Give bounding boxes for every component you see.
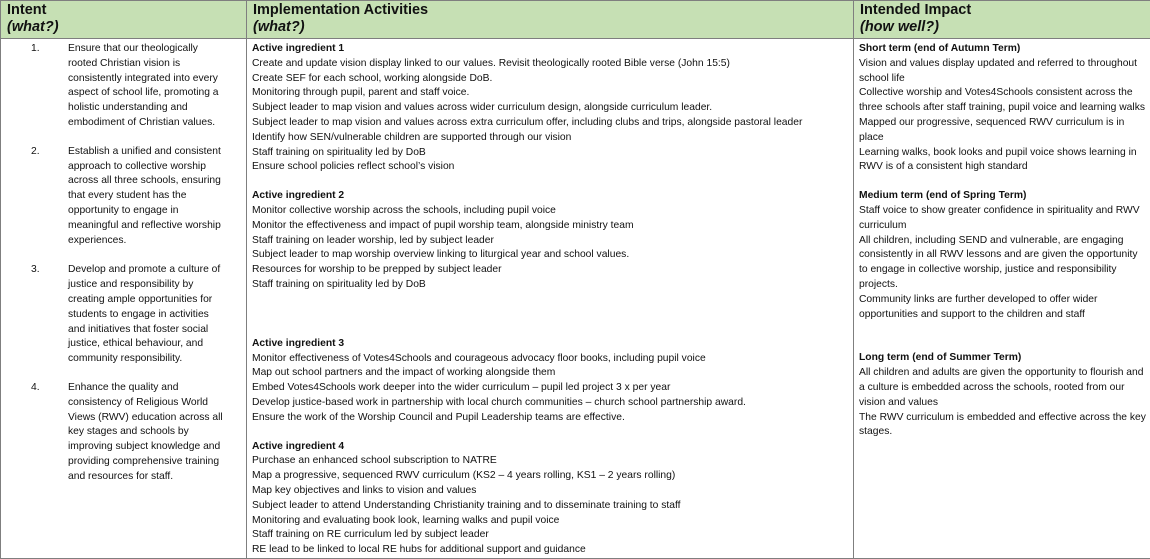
intent-text: Establish a unified and consistent approach to collective worship across all three schools, ensuring that every student has the opportunity to engage in meaningful and reflective worship experiences.	[58, 145, 242, 249]
active-ingredient-heading: Active ingredient 1	[252, 42, 849, 57]
activity-line: Identify how SEN/vulnerable children are supported through our vision	[252, 131, 849, 146]
impact-line: Mapped our progressive, sequenced RWV curriculum is in place	[859, 116, 1146, 146]
active-ingredient-3	[252, 337, 849, 426]
intent-item	[6, 381, 242, 485]
activity-line: Monitoring through pupil, parent and staff voice.	[252, 86, 849, 101]
activity-line: Monitor the effectiveness and impact of pupil worship team, alongside ministry team	[252, 219, 849, 234]
active-ingredient-heading: Active ingredient 3	[252, 337, 849, 352]
impact-line: All children, including SEND and vulnerable, are engaging consistently in all RWV lessons and are given the opportunity to engage in collective worship, justice and responsibility projects.	[859, 234, 1146, 293]
activity-line: Staff training on RE curriculum led by subject leader	[252, 528, 849, 543]
activity-line: Subject leader to attend Understanding Christianity training and to disseminate training to staff	[252, 499, 849, 514]
impact-line: Collective worship and Votes4Schools consistent across the three schools after staff training, pupil voice and learning walks	[859, 86, 1146, 116]
header-row	[1, 1, 1150, 39]
impact-heading: Long term (end of Summer Term)	[859, 351, 1146, 366]
intent-number: 2.	[6, 145, 58, 249]
header-implementation	[247, 1, 854, 39]
intent-item	[6, 145, 242, 249]
impact-line: All children and adults are given the opportunity to flourish and a culture is embedded across the schools, rooted from our vision and values	[859, 366, 1146, 410]
activity-line: Map a progressive, sequenced RWV curriculum (KS2 – 4 years rolling, KS1 – 2 years rolling)	[252, 469, 849, 484]
activity-line: Resources for worship to be prepped by subject leader	[252, 263, 849, 278]
activity-line: Subject leader to map worship overview linking to liturgical year and school values.	[252, 248, 849, 263]
intent-number: 3.	[6, 263, 58, 367]
activity-line: Monitoring and evaluating book look, learning walks and pupil voice	[252, 514, 849, 529]
active-ingredient-heading: Active ingredient 4	[252, 440, 849, 455]
implementation-cell	[247, 39, 854, 559]
activity-line: Create and update vision display linked to our values. Revisit theologically rooted Bible verse (John 15:5)	[252, 57, 849, 72]
impact-line: Community links are further developed to offer wider opportunities and support to the children and staff	[859, 293, 1146, 323]
header-impact-sub: (how well?)	[860, 19, 1146, 36]
intent-cell	[1, 39, 247, 559]
activity-line: Monitor collective worship across the schools, including pupil voice	[252, 204, 849, 219]
activity-line: Subject leader to map vision and values across extra curriculum offer, including clubs and trips, alongside pastoral leader	[252, 116, 849, 131]
activity-line: Develop justice-based work in partnership with local church communities – church school partnership award.	[252, 396, 849, 411]
impact-short-term	[859, 42, 1146, 175]
activity-line: Ensure the work of the Worship Council and Pupil Leadership teams are effective.	[252, 411, 849, 426]
header-implementation-title: Implementation Activities	[253, 2, 428, 18]
active-ingredient-heading: Active ingredient 2	[252, 189, 849, 204]
activity-line: Staff training on spirituality led by DoB	[252, 278, 849, 293]
activity-line: Embed Votes4Schools work deeper into the wider curriculum – pupil led project 3 x per year	[252, 381, 849, 396]
activity-line: Monitor effectiveness of Votes4Schools and courageous advocacy floor books, including pupil voice	[252, 352, 849, 367]
header-intent	[1, 1, 247, 39]
intent-list	[6, 42, 242, 485]
activity-line: Ensure school policies reflect school’s vision	[252, 160, 849, 175]
content-row	[1, 39, 1150, 559]
impact-heading: Short term (end of Autumn Term)	[859, 42, 1146, 57]
intent-item	[6, 42, 242, 131]
intent-text: Enhance the quality and consistency of Religious World Views (RWV) education across all key stages and schools by improving subject knowledge and providing comprehensive training and resources for staff.	[58, 381, 242, 485]
impact-line: The RWV curriculum is embedded and effective across the key stages.	[859, 411, 1146, 441]
activity-line: Purchase an enhanced school subscription to NATRE	[252, 454, 849, 469]
activity-line: Staff training on spirituality led by DoB	[252, 146, 849, 161]
header-implementation-sub: (what?)	[253, 19, 849, 36]
active-ingredient-4	[252, 440, 849, 558]
intent-number: 1.	[6, 42, 58, 131]
intent-text: Develop and promote a culture of justice and responsibility by creating ample opportunities for students to engage in activities and initiatives that foster social justice, ethical behaviour, and community responsibility.	[58, 263, 242, 367]
impact-cell	[854, 39, 1150, 559]
impact-heading: Medium term (end of Spring Term)	[859, 189, 1146, 204]
activity-line: RE lead to be linked to local RE hubs for additional support and guidance	[252, 543, 849, 558]
intent-text: Ensure that our theologically rooted Christian vision is consistently integrated into every aspect of school life, promoting a holistic understanding and embodiment of Christian values.	[58, 42, 242, 131]
active-ingredient-2	[252, 189, 849, 293]
impact-long-term	[859, 351, 1146, 440]
header-impact-title: Intended Impact	[860, 2, 971, 18]
active-ingredient-1	[252, 42, 849, 175]
activity-line: Staff training on leader worship, led by subject leader	[252, 234, 849, 249]
activity-line: Create SEF for each school, working alongside DoB.	[252, 72, 849, 87]
header-intent-sub: (what?)	[7, 19, 242, 36]
impact-line: Vision and values display updated and referred to throughout school life	[859, 57, 1146, 87]
impact-line: Staff voice to show greater confidence in spirituality and RWV curriculum	[859, 204, 1146, 234]
intent-item	[6, 263, 242, 367]
impact-line: Learning walks, book looks and pupil voice shows learning in RWV is of a consistent high standard	[859, 146, 1146, 176]
activity-line: Map key objectives and links to vision and values	[252, 484, 849, 499]
header-intent-title: Intent	[7, 2, 46, 18]
activity-line: Subject leader to map vision and values across wider curriculum design, alongside curriculum leader.	[252, 101, 849, 116]
activity-line: Map out school partners and the impact of working alongside them	[252, 366, 849, 381]
intent-number: 4.	[6, 381, 58, 485]
impact-medium-term	[859, 189, 1146, 322]
header-impact	[854, 1, 1150, 39]
